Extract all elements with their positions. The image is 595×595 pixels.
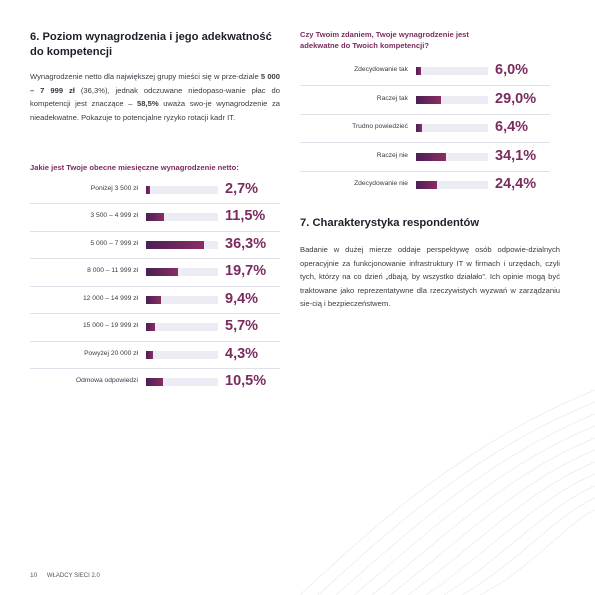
bar-track <box>146 351 218 359</box>
bar-label: Powyżej 20 000 zł <box>84 349 138 357</box>
chart-row <box>30 369 280 397</box>
adequacy-chart <box>300 30 550 195</box>
bar-track <box>416 181 488 189</box>
chart-row <box>30 259 280 287</box>
bar-label: Raczej tak <box>376 94 408 102</box>
bar <box>146 241 204 249</box>
bar-track <box>146 213 218 221</box>
section-6 <box>30 30 280 124</box>
bar-value: 6,0% <box>495 62 529 79</box>
bar <box>416 153 446 161</box>
section-6-paragraph <box>30 70 280 124</box>
bar-label: 3 500 – 4 999 zł <box>90 212 138 220</box>
chart-row <box>30 341 280 369</box>
chart-row <box>300 143 550 172</box>
adequacy-chart-title: Czy Twoim zdaniem, Twoje wynagrodzenie jest adekwatne do Twoich kompetencji? <box>300 30 469 50</box>
bar-label: 12 000 – 14 999 zł <box>82 294 138 302</box>
bar <box>416 124 422 132</box>
bar <box>146 351 153 359</box>
chart-row <box>300 171 550 200</box>
bar-value: 36,3% <box>225 235 267 252</box>
para-part-2: (36,3%), jednak odczuwane niedopaso-wanie płac do kompetencji jest znaczące – <box>30 85 280 108</box>
bar-track <box>416 96 488 104</box>
bar <box>146 186 150 194</box>
bar-label: Odmowa odpowiedzi <box>75 377 138 385</box>
section-7-heading: 7. Charakterystyka respondentów <box>300 217 480 229</box>
bar-label: Raczej nie <box>376 151 408 159</box>
bar <box>416 67 421 75</box>
bar-value: 29,0% <box>495 90 537 107</box>
salary-chart <box>30 163 280 393</box>
chart-row <box>300 114 550 143</box>
para-bold-1: 5 000 – 7 999 zł <box>30 72 280 95</box>
bar <box>146 213 164 221</box>
bar-value: 9,4% <box>225 290 259 307</box>
section-7 <box>300 216 560 311</box>
bar-track <box>146 186 218 194</box>
bar-track <box>146 241 218 249</box>
para-part-3: uważa swo-je wynagrodzenie za nieadekwatne. Pokazuje to potencjalne ryzyko rotacji kadr IT. <box>30 99 280 122</box>
chart-row <box>300 86 550 115</box>
page-footer <box>30 572 100 579</box>
bar <box>146 296 161 304</box>
bar-value: 34,1% <box>495 147 537 164</box>
bar-label: 8 000 – 11 999 zł <box>87 267 138 275</box>
bar-value: 19,7% <box>225 263 267 280</box>
section-7-paragraph: Badanie w dużej mierze oddaje perspektywę osób odpowie-dzialnych operacyjnie za funkcjonowanie infrastruktury IT w firmach i urzędach, czyli tych, którzy na co dzień „dbają, by wszystko działało”. Ich opinie mogą być traktowane jako reprezentatywne dla rzeczywistych wyzwań w zarządzaniu sie-cią i bezpieczeństwem. <box>300 245 560 308</box>
bar-value: 11,5% <box>225 208 266 225</box>
bar-track <box>146 378 218 386</box>
bar-value: 4,3% <box>225 345 259 362</box>
publication-name: WŁADCY SIECI 2.0 <box>46 573 100 579</box>
chart-row <box>30 314 280 342</box>
bar-value: 10,5% <box>225 373 267 390</box>
chart-row <box>30 176 280 204</box>
bar <box>416 181 437 189</box>
bar-track <box>146 268 218 276</box>
bar-label: 5 000 – 7 999 zł <box>90 239 138 247</box>
bar-value: 24,4% <box>495 176 537 193</box>
bar-track <box>416 67 488 75</box>
section-6-heading: 6. Poziom wynagrodzenia i jego adekwatność do kompetencji <box>30 31 272 58</box>
bar-value: 2,7% <box>225 180 259 197</box>
para-part-1: Wynagrodzenie netto dla największej grupy mieści się w prze-dziale <box>30 72 261 81</box>
chart-row <box>30 231 280 259</box>
salary-chart-title: Jakie jest Twoje obecne miesięczne wynagrodzenie netto: <box>30 163 239 172</box>
chart-row <box>30 204 280 232</box>
bar-track <box>146 296 218 304</box>
bar-track <box>146 323 218 331</box>
bar <box>146 268 178 276</box>
bar <box>416 96 441 104</box>
bar-label: 15 000 – 19 999 zł <box>82 322 138 330</box>
bar-track <box>416 153 488 161</box>
para-bold-2: 58,5% <box>137 99 159 108</box>
bar-label: Poniżej 3 500 zł <box>90 184 138 192</box>
bar-value: 5,7% <box>225 318 259 335</box>
bar-track <box>416 124 488 132</box>
bar-value: 6,4% <box>495 119 529 136</box>
page-number: 10 <box>30 572 38 579</box>
chart-row <box>300 57 550 86</box>
bar <box>146 378 163 386</box>
bar-label: Zdecydowanie tak <box>354 66 408 74</box>
bar-label: Zdecydowanie nie <box>354 180 408 188</box>
chart-row <box>30 286 280 314</box>
bar-label: Trudno powiedzieć <box>352 123 408 131</box>
bar <box>146 323 155 331</box>
